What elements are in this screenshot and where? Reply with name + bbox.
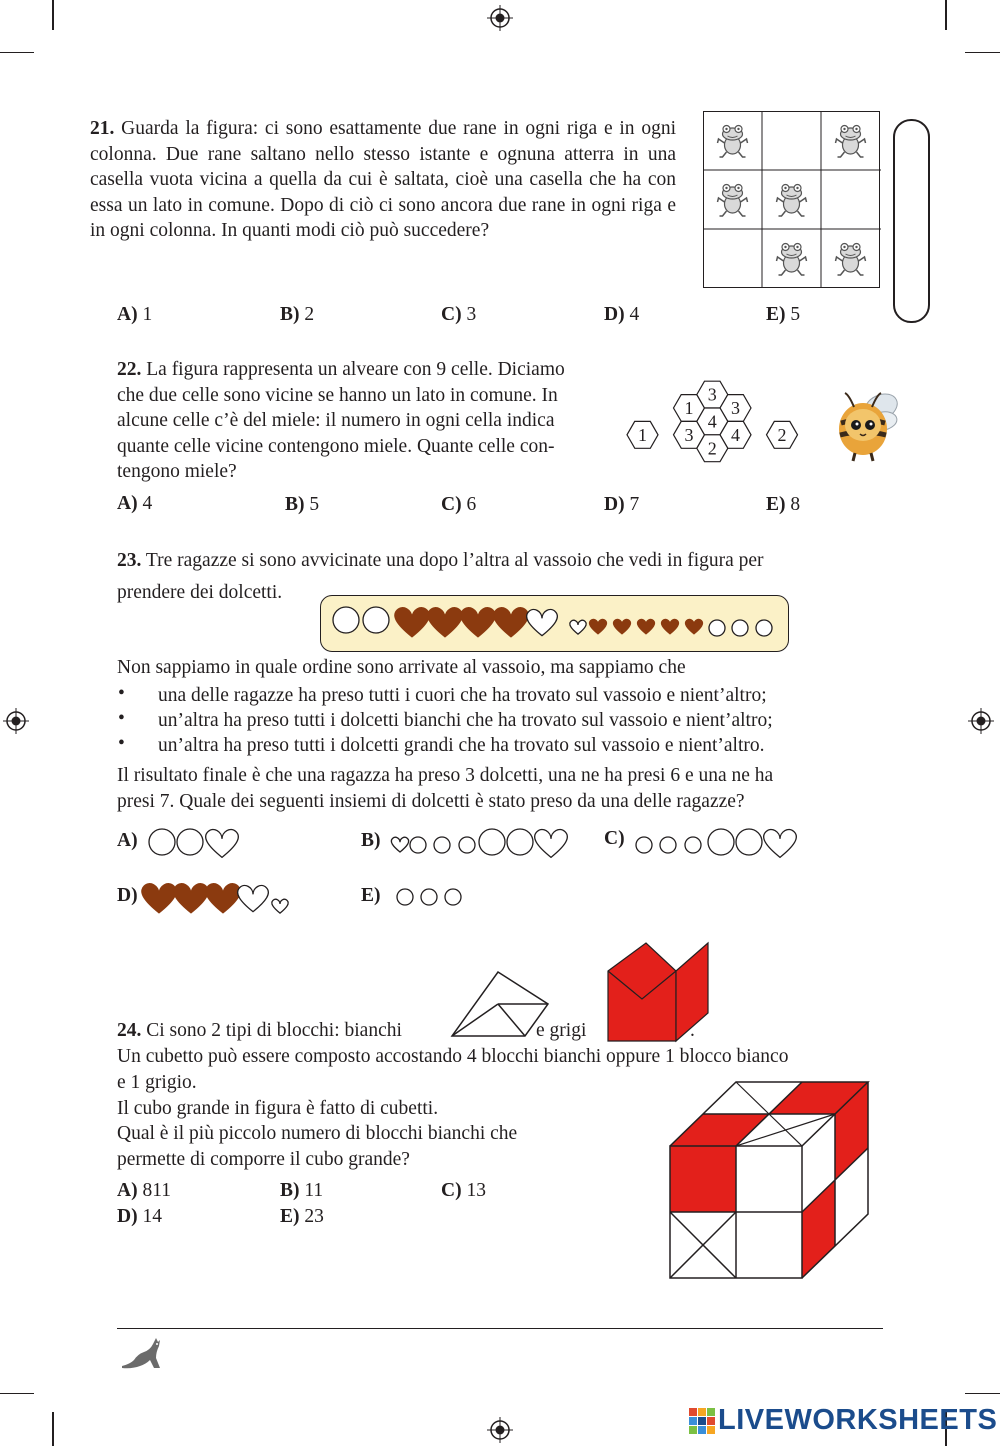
q23-line3: Non sappiamo in quale ordine sono arrivate al vassoio, ma sappiamo che (117, 657, 686, 678)
crop-mark (52, 0, 54, 30)
q22-option-d[interactable]: D) 7 (604, 494, 640, 515)
white-circle-icon (708, 829, 734, 855)
brown-heart-icon (206, 884, 241, 913)
white-circle-icon (660, 837, 676, 853)
white-circle-icon (397, 889, 413, 905)
white-circle-icon (363, 607, 389, 633)
brown-heart-icon (661, 619, 678, 634)
q21-body: Guarda la figura: ci sono esattamente due rane in ogni riga e in ogni colonna. Due rane saltano nello stesso istante e ognuna atterra in una casella vuota vicina a quella da cui è saltata, cioè una casella che ha con essa un lato in comune. Dopo di ciò ci sono ancora due rane in ogni riga e in ogni colonna. In quanti modi ciò può succedere? (90, 118, 677, 241)
q24-line2: Un cubetto può essere composto accostando 4 blocchi bianchi oppure 1 blocco bianco (117, 1046, 789, 1067)
registration-mark-icon (3, 708, 29, 734)
white-circle-icon (410, 837, 426, 853)
q21-option-e[interactable]: E) 5 (766, 304, 801, 325)
bullet-mark: • (118, 733, 125, 754)
q23-line5: presi 7. Quale dei seguenti insiemi di dolcetti è stato preso da una delle ragazze? (117, 791, 745, 812)
bullet-mark: • (118, 683, 125, 704)
hive-cell-number: 2 (707, 438, 717, 459)
q21-number: 21. (90, 118, 115, 139)
q24-option-e[interactable]: E) 23 (280, 1206, 324, 1227)
sweets-tray-items (322, 597, 787, 649)
registration-mark-icon (968, 708, 994, 734)
q24-line5: Qual è il più piccolo numero di blocchi bianchi che (117, 1123, 518, 1144)
q24-line1b: e grigi (536, 1020, 587, 1041)
q24-line6: permette di comporre il cubo grande? (117, 1149, 410, 1170)
white-circle-icon (685, 837, 701, 853)
crop-mark (0, 1393, 34, 1394)
q23-number: 23. (117, 550, 142, 571)
q24-number: 24. (117, 1020, 142, 1041)
brown-heart-icon (589, 619, 606, 634)
q23-option-e[interactable]: E) (361, 885, 381, 906)
white-heart-icon (570, 620, 586, 634)
q21-option-b[interactable]: B) 2 (280, 304, 315, 325)
q23-option-d[interactable]: D) (117, 885, 138, 906)
hive-cell-number: 3 (707, 384, 717, 405)
white-circle-icon (177, 829, 203, 855)
registration-mark-icon (487, 1417, 513, 1443)
white-circle-icon (507, 829, 533, 855)
q23-line2: prendere dei dolcetti. (117, 582, 283, 603)
q21-frog-grid (703, 111, 881, 288)
liveworksheets-logo-icon (689, 1408, 717, 1436)
brown-heart-icon (685, 619, 702, 634)
q24-line1a: 24. Ci sono 2 tipi di blocchi: bianchi (117, 1020, 402, 1041)
brown-heart-icon (142, 884, 177, 913)
q23-bullet-2: un’altra ha preso tutti i dolcetti bianchi che ha trovato sul vassoio e nient’altro; (158, 710, 773, 731)
brown-heart-icon (494, 608, 529, 637)
q23-bullet-1: una delle ragazze ha preso tutti i cuori che ha trovato sul vassoio e nient’altro; (158, 685, 767, 706)
white-heart-icon (391, 837, 408, 852)
brown-heart-icon (395, 608, 430, 637)
white-block-icon (450, 970, 550, 1038)
white-circle-icon (333, 607, 359, 633)
bee-icon (823, 383, 903, 463)
q22-beehive (640, 378, 790, 478)
q21-option-d[interactable]: D) 4 (604, 304, 640, 325)
white-circle-icon (636, 837, 652, 853)
q21-text (90, 116, 676, 244)
white-circle-icon (459, 837, 475, 853)
q23-option-c[interactable]: C) (604, 828, 625, 849)
q23-option-d-sweets[interactable] (143, 880, 303, 916)
hive-cell-number: 2 (777, 424, 787, 445)
hive-cell-number: 3 (731, 398, 740, 418)
white-heart-icon (764, 830, 797, 858)
bullet-mark: • (118, 708, 125, 729)
q23-option-e-sweets[interactable] (393, 884, 473, 910)
q22-number: 22. (117, 359, 142, 380)
crop-mark (52, 1412, 54, 1446)
footer-rule (117, 1328, 883, 1329)
hive-cell-number: 3 (684, 424, 694, 445)
q23-line4: Il risultato finale è che una ragazza ha preso 3 dolcetti, una ne ha presi 6 e una ne ha (117, 765, 774, 786)
white-circle-icon (421, 889, 437, 905)
white-circle-icon (434, 837, 450, 853)
hive-cell (767, 421, 798, 448)
registration-mark-icon (487, 5, 513, 31)
q24-big-cube (668, 1080, 870, 1282)
hive-cell-number: 1 (638, 424, 647, 445)
q23-option-a[interactable]: A) (117, 830, 138, 851)
white-heart-icon (272, 899, 288, 913)
hive-cell-number: 4 (731, 424, 740, 445)
brown-heart-icon (174, 884, 209, 913)
white-heart-icon (238, 885, 269, 911)
q23-bullet-3: un’altra ha preso tutti i dolcetti grandi che ha trovato sul vassoio e nient’altro. (158, 735, 765, 756)
q24-option-b[interactable]: B) 11 (280, 1180, 324, 1201)
q22-option-c[interactable]: C) 6 (441, 494, 477, 515)
q23-option-b[interactable]: B) (361, 830, 381, 851)
white-circle-icon (479, 829, 505, 855)
white-circle-icon (149, 829, 175, 855)
white-circle-icon (445, 889, 461, 905)
q21-option-c[interactable]: C) 3 (441, 304, 477, 325)
liveworksheets-watermark: LIVEWORKSHEETS (718, 1404, 998, 1436)
brown-heart-icon (461, 608, 496, 637)
q23-option-a-sweets[interactable] (146, 826, 246, 858)
q22-option-e[interactable]: E) 8 (766, 494, 801, 515)
white-heart-icon (527, 609, 558, 635)
brown-heart-icon (613, 619, 630, 634)
q22-option-b[interactable]: B) 5 (285, 494, 320, 515)
white-circle-icon (736, 829, 762, 855)
brown-heart-icon (637, 619, 654, 634)
q21-option-a[interactable]: A) 1 (117, 304, 153, 325)
white-heart-icon (535, 830, 568, 858)
q23-option-c-sweets[interactable] (633, 826, 803, 858)
white-circle-icon (732, 620, 748, 636)
white-circle-icon (756, 620, 772, 636)
hive-cell-number: 1 (684, 398, 694, 418)
hive-cell-number: 4 (707, 411, 717, 432)
q23-option-b-sweets[interactable] (390, 826, 570, 858)
kangaroo-logo-icon (120, 1334, 164, 1370)
crop-mark (0, 52, 34, 53)
q22-text: 22. La figura rappresenta un alveare con 9 celle. Diciamo che due celle sono vicine se hanno un lato in comune. In alcune celle c’è del miele: il numero in ogni cella indica quante celle vicine contengono miele. Quante celle con- tengono miele? (117, 359, 565, 482)
q24-option-d[interactable]: D) 14 (117, 1206, 162, 1227)
crop-mark (945, 0, 947, 30)
white-heart-icon (206, 830, 239, 858)
q24-line3: e 1 grigio. (117, 1072, 197, 1093)
crop-mark (965, 1393, 1000, 1394)
q23-line1: 23. Tre ragazze si sono avvicinate una dopo l’altra al vassoio che vedi in figura per (117, 550, 764, 571)
crop-mark (965, 52, 1000, 53)
brown-heart-icon (428, 608, 463, 637)
q24-line4: Il cubo grande in figura è fatto di cubetti. (117, 1098, 439, 1119)
q24-option-c[interactable]: C) 13 (441, 1180, 486, 1201)
white-circle-icon (709, 620, 725, 636)
q24-option-a[interactable]: A) 811 (117, 1180, 171, 1201)
q22-option-a[interactable]: A) 4 (117, 493, 153, 514)
q24-line1c: . (690, 1020, 695, 1041)
answer-box[interactable] (893, 119, 930, 323)
